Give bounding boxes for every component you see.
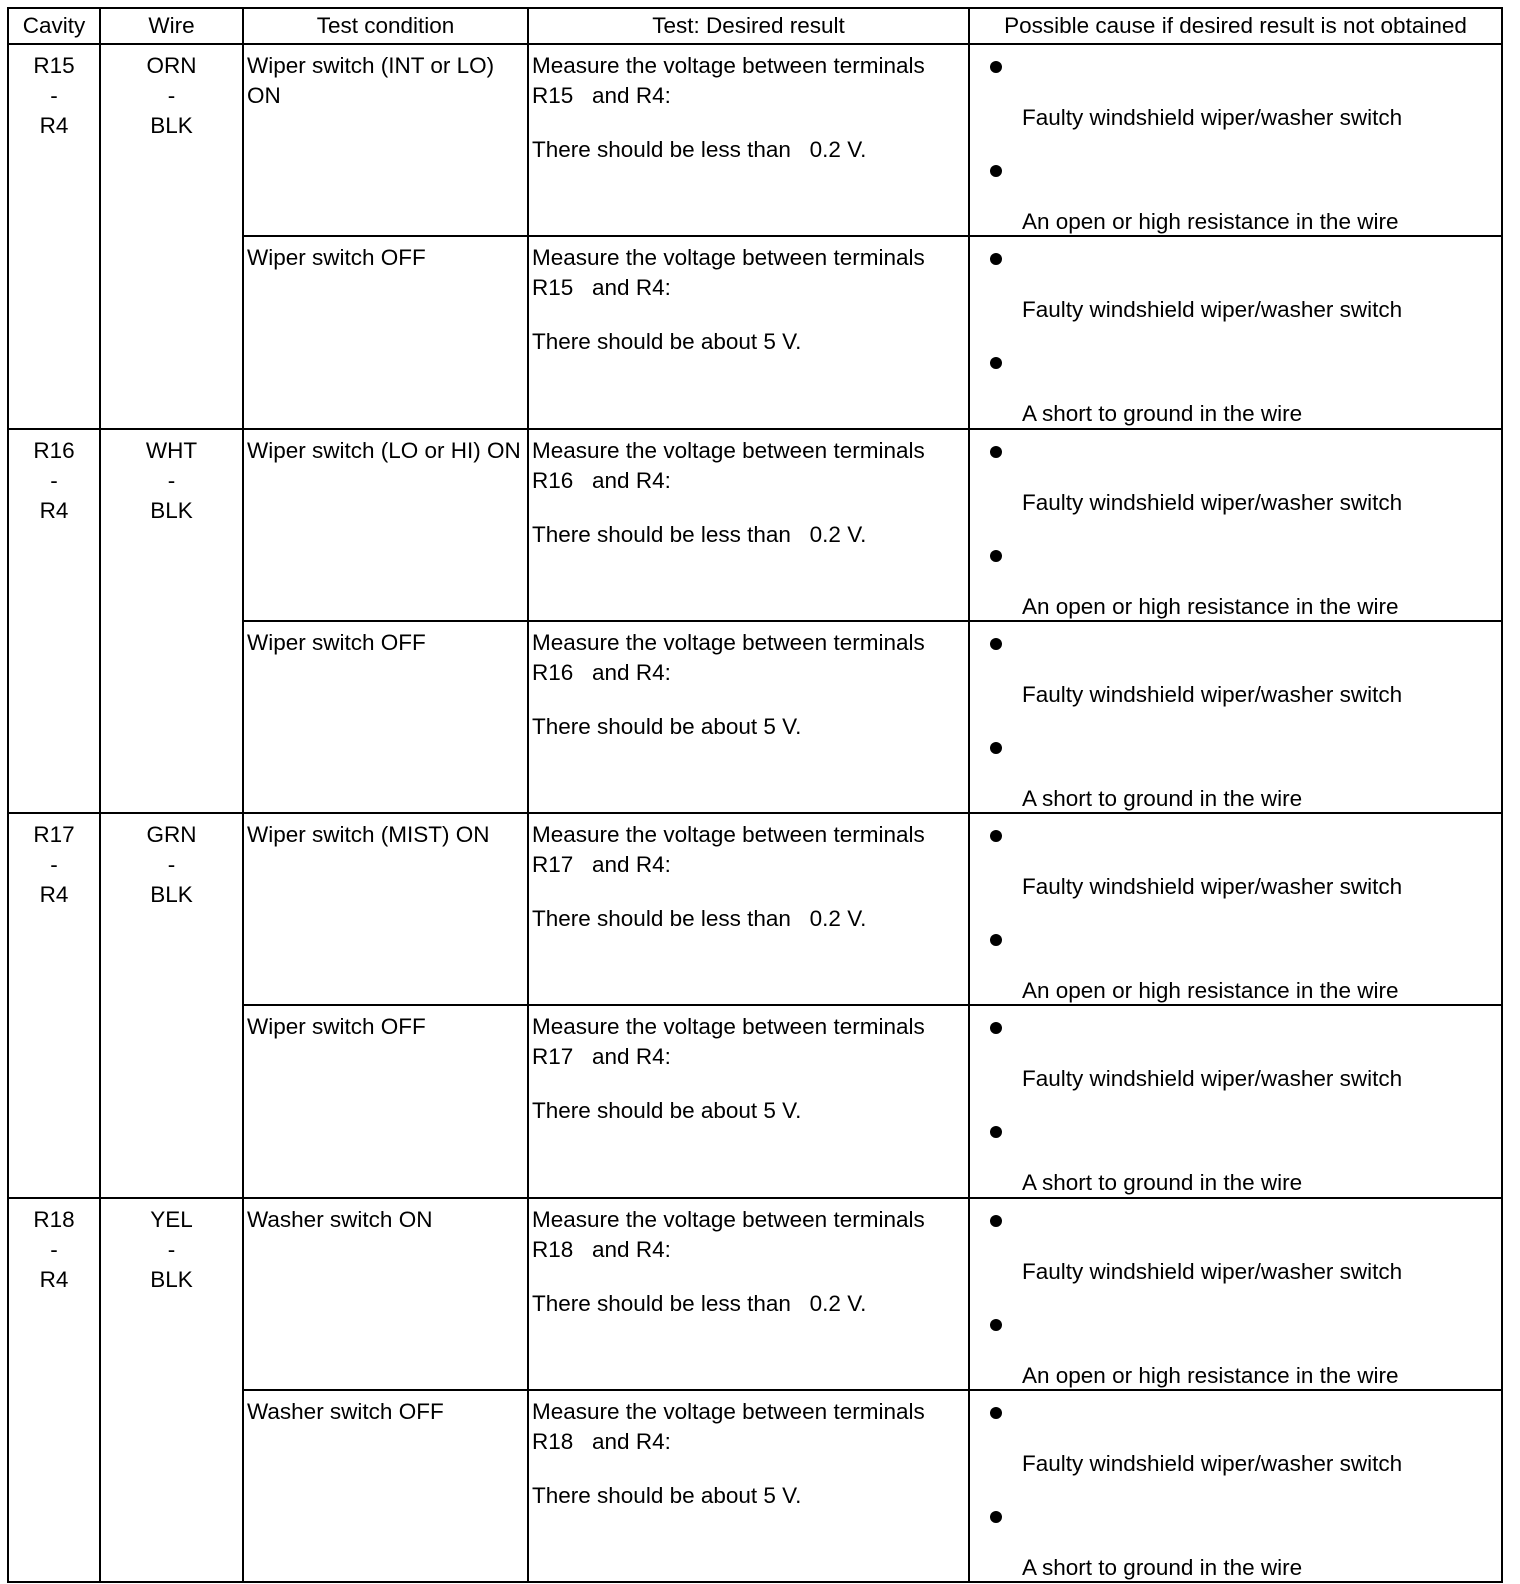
test-line-3: There should be about 5 V. (532, 1482, 802, 1508)
test-line-2: R15 and R4: (532, 83, 671, 108)
test-line-3: There should be less than 0.2 V. (532, 521, 867, 547)
wire-bottom: BLK (150, 1266, 193, 1292)
wire-bottom: BLK (150, 882, 193, 907)
test-condition-text: Wiper switch (LO or HI) ON (247, 437, 521, 463)
test-line-3: There should be less than 0.2 V. (532, 1290, 867, 1316)
cause-text-1: Faulty windshield wiper/washer switch (1022, 1066, 1403, 1092)
test-line-1: Measure the voltage between terminals (532, 1206, 925, 1232)
test-desired-cell (528, 1198, 969, 1390)
possible-cause-cell (969, 1390, 1502, 1582)
cause-text-1: Faulty windshield wiper/washer switch (1022, 874, 1403, 899)
test-condition-cell (243, 429, 528, 621)
test-condition-cell (243, 1005, 528, 1197)
cause-text-2: A short to ground in the wire (1022, 401, 1303, 427)
header-row (8, 8, 1502, 44)
test-line-2: R15 and R4: (532, 275, 671, 301)
cavity-bottom: R4 (39, 113, 69, 138)
header-cavity: Cavity (8, 8, 100, 44)
bullet-icon (990, 830, 1002, 842)
wire-cell (100, 1198, 243, 1583)
cavity-bottom: R4 (39, 882, 69, 907)
test-desired-cell (528, 813, 969, 1005)
cause-text-1: Faulty windshield wiper/washer switch (1022, 681, 1403, 707)
bullet-icon (990, 165, 1002, 177)
table-row (8, 1198, 1502, 1390)
cavity-cell (8, 429, 100, 814)
cavity-cell (8, 813, 100, 1198)
test-line-1: Measure the voltage between terminals (532, 629, 925, 655)
bullet-icon (990, 742, 1002, 754)
table-row (8, 813, 1502, 1005)
cause-text-1: Faulty windshield wiper/washer switch (1022, 105, 1403, 130)
bullet-icon (990, 934, 1002, 946)
wire-top: WHT (145, 437, 198, 463)
test-condition-cell (243, 621, 528, 813)
cause-text-1: Faulty windshield wiper/washer switch (1022, 1258, 1403, 1284)
cause-text-2: An open or high resistance in the wire (1022, 593, 1399, 619)
possible-cause-cell (969, 621, 1502, 813)
cause-text-1: Faulty windshield wiper/washer switch (1022, 489, 1403, 515)
test-condition-cell (243, 1390, 528, 1582)
header-possible-cause: Possible cause if desired result is not obtained (969, 8, 1502, 44)
wire-top: ORN (146, 53, 197, 78)
test-condition-text: Wiper switch (INT or LO) ON (247, 53, 495, 108)
cavity-top: R16 (33, 437, 75, 463)
header-wire: Wire (100, 8, 243, 44)
possible-cause-cell (969, 1005, 1502, 1197)
possible-cause-cell (969, 1198, 1502, 1390)
possible-cause-cell (969, 44, 1502, 236)
cavity-dash: - (50, 852, 58, 877)
bullet-icon (990, 638, 1002, 650)
table-row (8, 44, 1502, 236)
cavity-top: R15 (33, 53, 75, 78)
wire-dash: - (167, 852, 176, 877)
possible-cause-cell (969, 236, 1502, 428)
wire-cell (100, 429, 243, 814)
cause-text-2: A short to ground in the wire (1022, 785, 1303, 811)
cause-text-2: An open or high resistance in the wire (1022, 1362, 1399, 1388)
bullet-icon (990, 61, 1002, 73)
test-line-2: R18 and R4: (532, 1428, 671, 1454)
test-condition-text: Washer switch OFF (247, 1398, 444, 1424)
bullet-icon (990, 1407, 1002, 1419)
cavity-cell (8, 44, 100, 429)
test-condition-cell (243, 44, 528, 236)
test-line-3: There should be about 5 V. (532, 713, 802, 739)
test-line-2: R16 and R4: (532, 659, 671, 685)
header-test-condition: Test condition (243, 8, 528, 44)
cavity-dash: - (50, 83, 58, 108)
bullet-icon (990, 446, 1002, 458)
test-condition-text: Wiper switch OFF (247, 1014, 426, 1040)
test-desired-cell (528, 44, 969, 236)
bullet-icon (990, 1511, 1002, 1523)
test-desired-cell (528, 236, 969, 428)
bullet-icon (990, 357, 1002, 369)
test-line-1: Measure the voltage between terminals (532, 245, 925, 271)
cavity-bottom: R4 (39, 1266, 69, 1292)
cavity-cell (8, 1198, 100, 1583)
cause-text-1: Faulty windshield wiper/washer switch (1022, 1450, 1403, 1476)
wire-dash: - (167, 83, 176, 108)
test-line-2: R17 and R4: (532, 1044, 671, 1070)
wire-cell (100, 44, 243, 429)
test-line-2: R16 and R4: (532, 467, 671, 493)
test-line-1: Measure the voltage between terminals (532, 437, 925, 463)
test-line-2: R18 and R4: (532, 1236, 671, 1262)
test-line-1: Measure the voltage between terminals (532, 822, 925, 847)
test-line-1: Measure the voltage between terminals (532, 53, 925, 78)
cavity-top: R18 (33, 1206, 75, 1232)
cause-text-1: Faulty windshield wiper/washer switch (1022, 297, 1403, 323)
test-line-3: There should be less than 0.2 V. (532, 137, 867, 162)
cause-text-2: A short to ground in the wire (1022, 1170, 1303, 1196)
wire-top: GRN (146, 822, 197, 847)
cause-text-2: An open or high resistance in the wire (1022, 978, 1399, 1003)
test-desired-cell (528, 1390, 969, 1582)
test-condition-text: Wiper switch (MIST) ON (247, 822, 490, 847)
test-line-3: There should be less than 0.2 V. (532, 906, 867, 931)
bullet-icon (990, 1215, 1002, 1227)
possible-cause-cell (969, 429, 1502, 621)
test-desired-cell (528, 429, 969, 621)
wire-cell (100, 813, 243, 1198)
cavity-dash: - (50, 1236, 58, 1262)
test-line-1: Measure the voltage between terminals (532, 1014, 925, 1040)
table-row (8, 429, 1502, 621)
test-condition-cell (243, 1198, 528, 1390)
test-line-3: There should be about 5 V. (532, 329, 802, 355)
test-condition-text: Wiper switch OFF (247, 629, 426, 655)
wire-dash: - (167, 1236, 176, 1262)
possible-cause-cell (969, 813, 1502, 1005)
bullet-icon (990, 1022, 1002, 1034)
cause-text-2: A short to ground in the wire (1022, 1554, 1303, 1580)
bullet-icon (990, 1319, 1002, 1331)
header-test-desired-result: Test: Desired result (528, 8, 969, 44)
test-line-3: There should be about 5 V. (532, 1098, 802, 1124)
bullet-icon (990, 253, 1002, 265)
wire-bottom: BLK (150, 497, 193, 523)
bullet-icon (990, 1126, 1002, 1138)
test-condition-cell (243, 813, 528, 1005)
test-line-1: Measure the voltage between terminals (532, 1398, 925, 1424)
cavity-dash: - (50, 467, 58, 493)
test-condition-text: Washer switch ON (247, 1206, 433, 1232)
wire-dash: - (167, 467, 176, 493)
cause-text-2: An open or high resistance in the wire (1022, 209, 1399, 234)
test-desired-cell (528, 1005, 969, 1197)
test-desired-cell (528, 621, 969, 813)
troubleshooting-table (7, 7, 1503, 1583)
test-condition-text: Wiper switch OFF (247, 245, 426, 271)
wire-bottom: BLK (150, 113, 193, 138)
cavity-bottom: R4 (39, 497, 69, 523)
test-condition-cell (243, 236, 528, 428)
test-line-2: R17 and R4: (532, 852, 671, 877)
wire-top: YEL (150, 1206, 193, 1232)
bullet-icon (990, 550, 1002, 562)
cavity-top: R17 (33, 822, 75, 847)
